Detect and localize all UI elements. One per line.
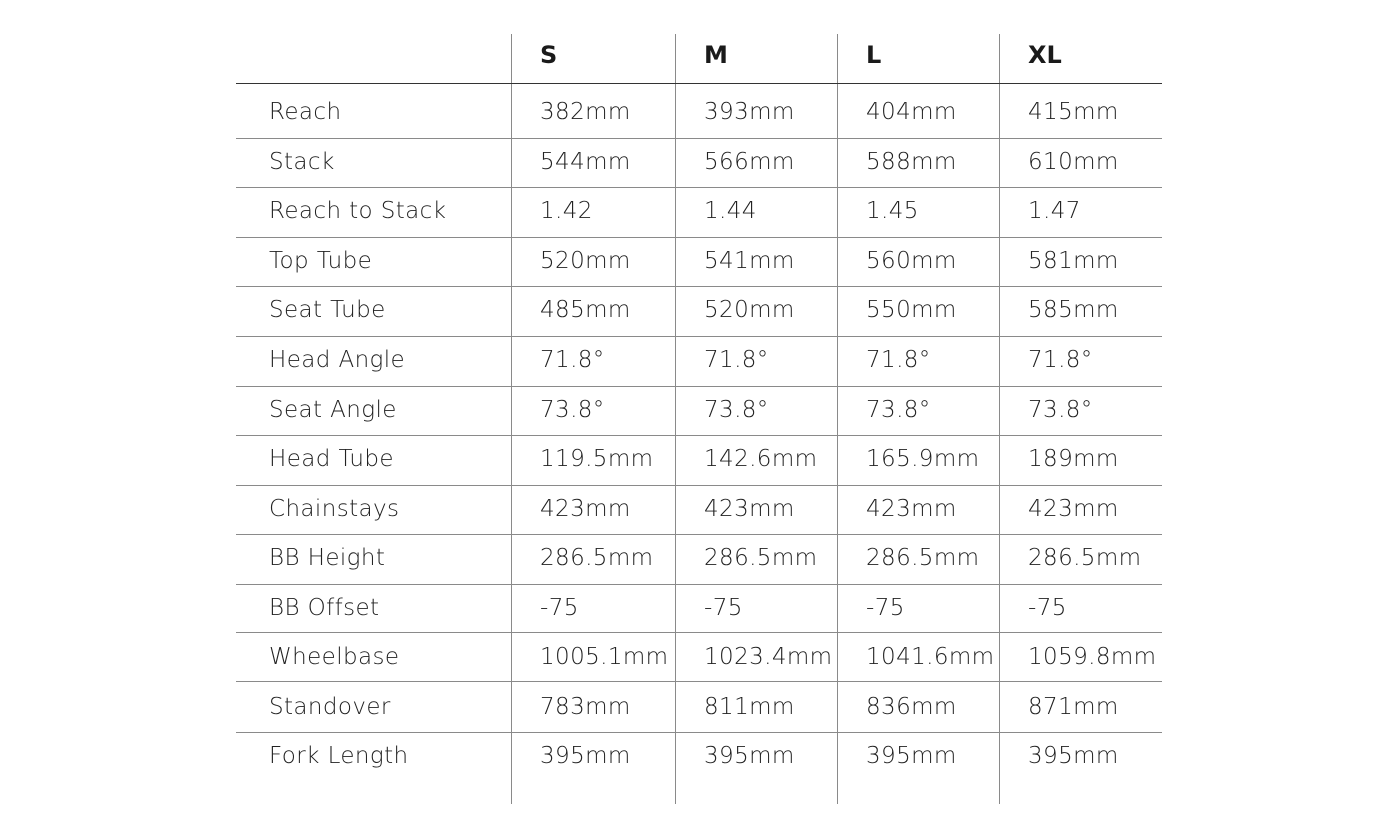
- row-label: Fork Length: [269, 743, 409, 769]
- table-cell: 404mm: [866, 99, 957, 125]
- table-cell: 423mm: [1028, 496, 1119, 522]
- table-cell: 393mm: [704, 99, 795, 125]
- row-divider: [236, 187, 1162, 188]
- table-cell: 550mm: [866, 297, 957, 323]
- table-cell: 585mm: [1028, 297, 1119, 323]
- table-cell: 811mm: [704, 694, 795, 720]
- table-cell: 73.8°: [866, 397, 931, 423]
- row-divider: [236, 138, 1162, 139]
- table-cell: 286.5mm: [1028, 545, 1142, 571]
- table-cell: -75: [866, 595, 905, 621]
- table-cell: 1059.8mm: [1028, 644, 1157, 670]
- table-cell: 485mm: [540, 297, 631, 323]
- row-label: Seat Tube: [269, 297, 386, 323]
- row-label: BB Offset: [269, 595, 380, 621]
- table-cell: 1.42: [540, 198, 593, 224]
- row-divider: [236, 435, 1162, 436]
- row-divider: [236, 732, 1162, 733]
- row-divider: [236, 485, 1162, 486]
- row-label: BB Height: [269, 545, 386, 571]
- column-header-l: L: [866, 41, 882, 69]
- table-cell: 142.6mm: [704, 446, 818, 472]
- row-label: Chainstays: [269, 496, 400, 522]
- table-cell: 588mm: [866, 149, 957, 175]
- row-label: Reach to Stack: [269, 198, 447, 224]
- table-cell: -75: [540, 595, 579, 621]
- row-label: Stack: [269, 149, 335, 175]
- table-cell: 189mm: [1028, 446, 1119, 472]
- table-cell: 1.45: [866, 198, 919, 224]
- row-label: Head Angle: [269, 347, 406, 373]
- table-cell: 520mm: [704, 297, 795, 323]
- table-cell: 286.5mm: [866, 545, 980, 571]
- header-divider: [236, 83, 1162, 84]
- table-cell: 871mm: [1028, 694, 1119, 720]
- table-cell: 1005.1mm: [540, 644, 669, 670]
- table-cell: 1.44: [704, 198, 757, 224]
- table-cell: 1041.6mm: [866, 644, 995, 670]
- column-divider: [511, 34, 512, 804]
- table-cell: 836mm: [866, 694, 957, 720]
- table-cell: 423mm: [540, 496, 631, 522]
- column-header-s: S: [540, 41, 558, 69]
- column-divider: [999, 34, 1000, 804]
- table-cell: -75: [1028, 595, 1067, 621]
- table-cell: 566mm: [704, 149, 795, 175]
- table-cell: 423mm: [704, 496, 795, 522]
- row-label: Standover: [269, 694, 391, 720]
- row-divider: [236, 534, 1162, 535]
- table-cell: 541mm: [704, 248, 795, 274]
- row-label: Wheelbase: [269, 644, 400, 670]
- column-divider: [837, 34, 838, 804]
- table-cell: 382mm: [540, 99, 631, 125]
- table-cell: 165.9mm: [866, 446, 980, 472]
- row-divider: [236, 336, 1162, 337]
- row-divider: [236, 681, 1162, 682]
- row-divider: [236, 237, 1162, 238]
- table-cell: 286.5mm: [540, 545, 654, 571]
- table-cell: 560mm: [866, 248, 957, 274]
- table-cell: 71.8°: [1028, 347, 1093, 373]
- row-label: Seat Angle: [269, 397, 397, 423]
- table-cell: 119.5mm: [540, 446, 654, 472]
- table-cell: 71.8°: [540, 347, 605, 373]
- row-label: Top Tube: [269, 248, 373, 274]
- row-label: Head Tube: [269, 446, 394, 472]
- table-cell: 610mm: [1028, 149, 1119, 175]
- table-cell: 395mm: [540, 743, 631, 769]
- table-cell: 71.8°: [704, 347, 769, 373]
- geometry-table: [236, 34, 1162, 804]
- table-cell: 1.47: [1028, 198, 1081, 224]
- table-cell: -75: [704, 595, 743, 621]
- row-divider: [236, 632, 1162, 633]
- table-cell: 783mm: [540, 694, 631, 720]
- column-divider: [675, 34, 676, 804]
- table-cell: 1023.4mm: [704, 644, 833, 670]
- table-cell: 395mm: [1028, 743, 1119, 769]
- table-cell: 395mm: [866, 743, 957, 769]
- table-cell: 415mm: [1028, 99, 1119, 125]
- table-cell: 395mm: [704, 743, 795, 769]
- table-cell: 544mm: [540, 149, 631, 175]
- table-cell: 423mm: [866, 496, 957, 522]
- table-cell: 581mm: [1028, 248, 1119, 274]
- table-cell: 520mm: [540, 248, 631, 274]
- table-cell: 73.8°: [540, 397, 605, 423]
- column-header-m: M: [704, 41, 728, 69]
- column-header-xl: XL: [1028, 41, 1062, 69]
- table-cell: 73.8°: [704, 397, 769, 423]
- table-cell: 71.8°: [866, 347, 931, 373]
- row-divider: [236, 386, 1162, 387]
- row-divider: [236, 286, 1162, 287]
- table-cell: 286.5mm: [704, 545, 818, 571]
- row-divider: [236, 584, 1162, 585]
- row-label: Reach: [269, 99, 342, 125]
- table-cell: 73.8°: [1028, 397, 1093, 423]
